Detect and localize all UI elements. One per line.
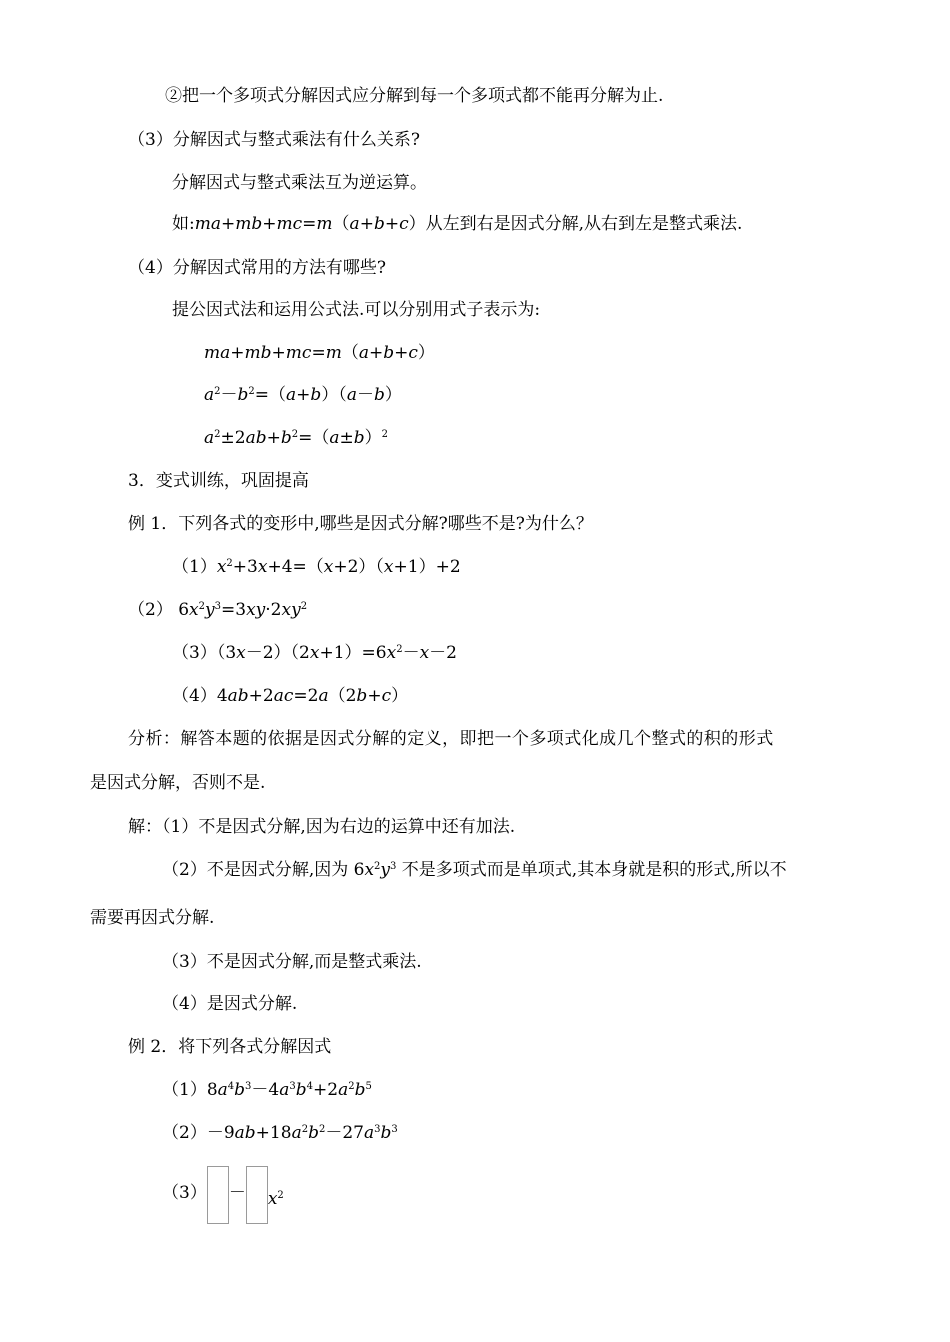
example-2-item-2: $(2)-9ab+18a^2b^2-27a^3b^3$ xyxy=(162,1123,398,1143)
example-1-item-1: $(1)x^2+3x+4=(x+2)(x+1)+2$ xyxy=(172,557,461,577)
solution-1: 解：（1）不是因式分解,因为右边的运算中还有加法. xyxy=(128,817,516,837)
text-suffix: 从左到右是因式分解,从右到左是整式乘法. xyxy=(425,214,743,234)
example-1-item-3: $(3)(3x-2)(2x+1)=6x^2-x-2$ xyxy=(172,643,457,663)
example-1-heading: 例 1．下列各式的变形中,哪些是因式分解?哪些不是?为什么？ xyxy=(128,514,593,534)
text-suffix: 不是多项式而是单项式,其本身就是积的形式,所以不 xyxy=(396,860,787,880)
example-2-item-3: （3） － $x^2$ xyxy=(162,1164,284,1222)
math-term: $x^2$ xyxy=(267,1189,284,1209)
text-prefix: 如: xyxy=(172,214,195,234)
formula-common-factor: ma+mb+mc=m（a+b+c） xyxy=(204,343,435,363)
example-1-item-4: （4）4ab+2ac=2a（2b+c） xyxy=(172,686,409,706)
text-line: 如:ma+mb+mc=m（a+b+c）从左到右是因式分解,从右到左是整式乘法. xyxy=(172,214,743,234)
example-2-item-1: $(1)8a^4b^3-4a^3b^4+2a^2b^5$ xyxy=(162,1080,372,1100)
example-1-item-2: （2） $6x^2y^3=3xy\cdot 2xy^2$ xyxy=(128,600,308,620)
section-heading: 3．变式训练，巩固提高 xyxy=(128,471,309,491)
text-line: 分解因式与整式乘法互为逆运算。 xyxy=(172,173,427,193)
broken-image-icon xyxy=(246,1166,268,1224)
solution-3: （3）不是因式分解,而是整式乘法. xyxy=(162,952,422,972)
solution-4: （4）是因式分解. xyxy=(162,994,298,1014)
solution-2: （2）不是因式分解,因为 $6x^2y^3$ 不是多项式而是单项式,其本身就是积的形式,所以不 xyxy=(162,860,787,880)
text-line: ②把一个多项式分解因式应分解到每一个多项式都不能再分解为止. xyxy=(165,86,664,106)
formula-perfect-square: $a^2\pm 2ab+b^2=(a\pm b)^2$ xyxy=(204,428,389,448)
solution-2-continued: 需要再因式分解. xyxy=(90,908,215,928)
question-3: （3）分解因式与整式乘法有什么关系? xyxy=(128,130,420,150)
text-prefix: （2）不是因式分解,因为 xyxy=(162,860,354,880)
broken-image-icon xyxy=(207,1166,229,1224)
analysis-line: 分析：解答本题的依据是因式分解的定义，即把一个多项式化成几个整式的积的形式 xyxy=(128,729,774,749)
item-prefix: （3） xyxy=(162,1183,207,1203)
question-4: （4）分解因式常用的方法有哪些? xyxy=(128,258,386,278)
text-line: 提公因式法和运用公式法.可以分别用式子表示为: xyxy=(172,300,541,320)
formula-difference-of-squares: $a^2-b^2=(a+b)(a-b)$ xyxy=(204,385,402,405)
example-2-heading: 例 2．将下列各式分解因式 xyxy=(128,1037,332,1057)
analysis-line-continued: 是因式分解，否则不是. xyxy=(90,773,266,793)
